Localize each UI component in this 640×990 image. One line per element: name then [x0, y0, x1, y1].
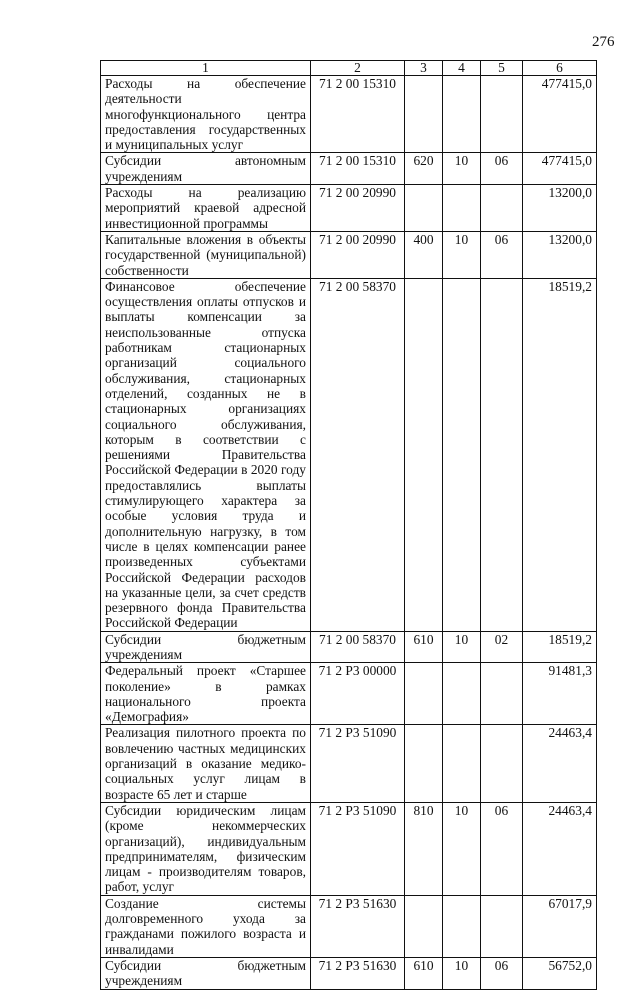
row-name-cell: Субсидии юридическим лицам (кроме некоммерческих организаций), индивидуальным предпринимателям, физическим лицам - производителям товаров, работ, услуг [101, 802, 311, 895]
row-vr-cell: 810 [405, 802, 443, 895]
row-code-cell: 71 2 P3 51630 [311, 957, 405, 989]
row-pr-cell: 06 [481, 153, 523, 185]
row-vr-cell: 400 [405, 231, 443, 278]
table-row [101, 76, 597, 153]
row-rz-cell [443, 278, 481, 631]
row-vr-cell [405, 725, 443, 802]
row-code-cell: 71 2 00 15310 [311, 76, 405, 153]
row-pr-cell: 06 [481, 802, 523, 895]
table-body [101, 76, 597, 990]
row-amount-cell: 56752,0 [523, 957, 597, 989]
row-amount-cell: 24463,4 [523, 725, 597, 802]
row-amount-cell: 18519,2 [523, 631, 597, 663]
row-vr-cell [405, 278, 443, 631]
header-cell: 5 [481, 61, 523, 76]
row-name-cell: Субсидии бюджетным учреждениям [101, 631, 311, 663]
row-name-cell: Финансовое обеспечение осуществления оплаты отпусков и выплаты компенсации за неиспользованные отпуска работникам стационарных организаций социального обслуживания, стационарных отделений, созданных не в стационарных организациях социального обслуживания, которым в соответствии с решениями Правительства Российской Федерации в 2020 году предоставлялись выплаты стимулирующего характера за особые условия труда и дополнительную нагрузку, в том числе в целях компенсации ранее произведенных субъектами Российской Федерации расходов на указанные цели, за счет средств резервного фонда Правительства Российской Федерации [101, 278, 311, 631]
row-amount-cell: 13200,0 [523, 185, 597, 232]
row-code-cell: 71 2 00 20990 [311, 185, 405, 232]
row-name-cell: Капитальные вложения в объекты государственной (муниципальной) собственности [101, 231, 311, 278]
row-pr-cell: 06 [481, 231, 523, 278]
row-pr-cell [481, 76, 523, 153]
row-pr-cell: 06 [481, 957, 523, 989]
header-cell: 1 [101, 61, 311, 76]
row-code-cell: 71 2 P3 51090 [311, 802, 405, 895]
row-code-cell: 71 2 00 58370 [311, 278, 405, 631]
row-amount-cell: 13200,0 [523, 231, 597, 278]
table-row [101, 631, 597, 663]
row-code-cell: 71 2 00 20990 [311, 231, 405, 278]
row-rz-cell [443, 663, 481, 725]
row-name-cell: Реализация пилотного проекта по вовлечению частных медицинских организаций в оказание медико-социальных услуг лицам в возрасте 65 лет и старше [101, 725, 311, 802]
row-rz-cell: 10 [443, 957, 481, 989]
row-amount-cell: 24463,4 [523, 802, 597, 895]
row-rz-cell [443, 185, 481, 232]
table-header-row [101, 61, 597, 76]
row-amount-cell: 67017,9 [523, 895, 597, 957]
table-row [101, 663, 597, 725]
row-rz-cell: 10 [443, 631, 481, 663]
row-vr-cell [405, 185, 443, 232]
row-pr-cell [481, 725, 523, 802]
row-code-cell: 71 2 00 15310 [311, 153, 405, 185]
row-name-cell: Расходы на обеспечение деятельности многофункционального центра предоставления государственных и муниципальных услуг [101, 76, 311, 153]
table-row [101, 153, 597, 185]
row-code-cell: 71 2 00 58370 [311, 631, 405, 663]
header-cell: 3 [405, 61, 443, 76]
row-pr-cell [481, 895, 523, 957]
row-rz-cell: 10 [443, 802, 481, 895]
row-pr-cell [481, 185, 523, 232]
row-rz-cell [443, 895, 481, 957]
header-cell: 4 [443, 61, 481, 76]
row-name-cell: Расходы на реализацию мероприятий краевой адресной инвестиционной программы [101, 185, 311, 232]
row-rz-cell: 10 [443, 153, 481, 185]
row-vr-cell [405, 76, 443, 153]
row-name-cell: Создание системы долговременного ухода за гражданами пожилого возраста и инвалидами [101, 895, 311, 957]
row-name-cell: Субсидии бюджетным учреждениям [101, 957, 311, 989]
row-name-cell: Субсидии автономным учреждениям [101, 153, 311, 185]
row-amount-cell: 18519,2 [523, 278, 597, 631]
row-pr-cell: 02 [481, 631, 523, 663]
row-vr-cell: 620 [405, 153, 443, 185]
row-name-cell: Федеральный проект «Старшее поколение» в рамках национального проекта «Демография» [101, 663, 311, 725]
table-row [101, 957, 597, 989]
table-row [101, 725, 597, 802]
row-pr-cell [481, 278, 523, 631]
row-vr-cell: 610 [405, 631, 443, 663]
row-vr-cell [405, 895, 443, 957]
row-amount-cell: 91481,3 [523, 663, 597, 725]
row-rz-cell: 10 [443, 231, 481, 278]
row-pr-cell [481, 663, 523, 725]
row-amount-cell: 477415,0 [523, 76, 597, 153]
budget-table [100, 60, 597, 990]
table-row [101, 185, 597, 232]
row-amount-cell: 477415,0 [523, 153, 597, 185]
table-row [101, 802, 597, 895]
row-code-cell: 71 2 P3 51630 [311, 895, 405, 957]
row-code-cell: 71 2 P3 51090 [311, 725, 405, 802]
header-cell: 6 [523, 61, 597, 76]
page-number: 276 [592, 34, 615, 50]
row-vr-cell [405, 663, 443, 725]
header-cell: 2 [311, 61, 405, 76]
table-row [101, 278, 597, 631]
row-rz-cell [443, 76, 481, 153]
table-row [101, 231, 597, 278]
row-rz-cell [443, 725, 481, 802]
row-code-cell: 71 2 P3 00000 [311, 663, 405, 725]
table-row [101, 895, 597, 957]
row-vr-cell: 610 [405, 957, 443, 989]
